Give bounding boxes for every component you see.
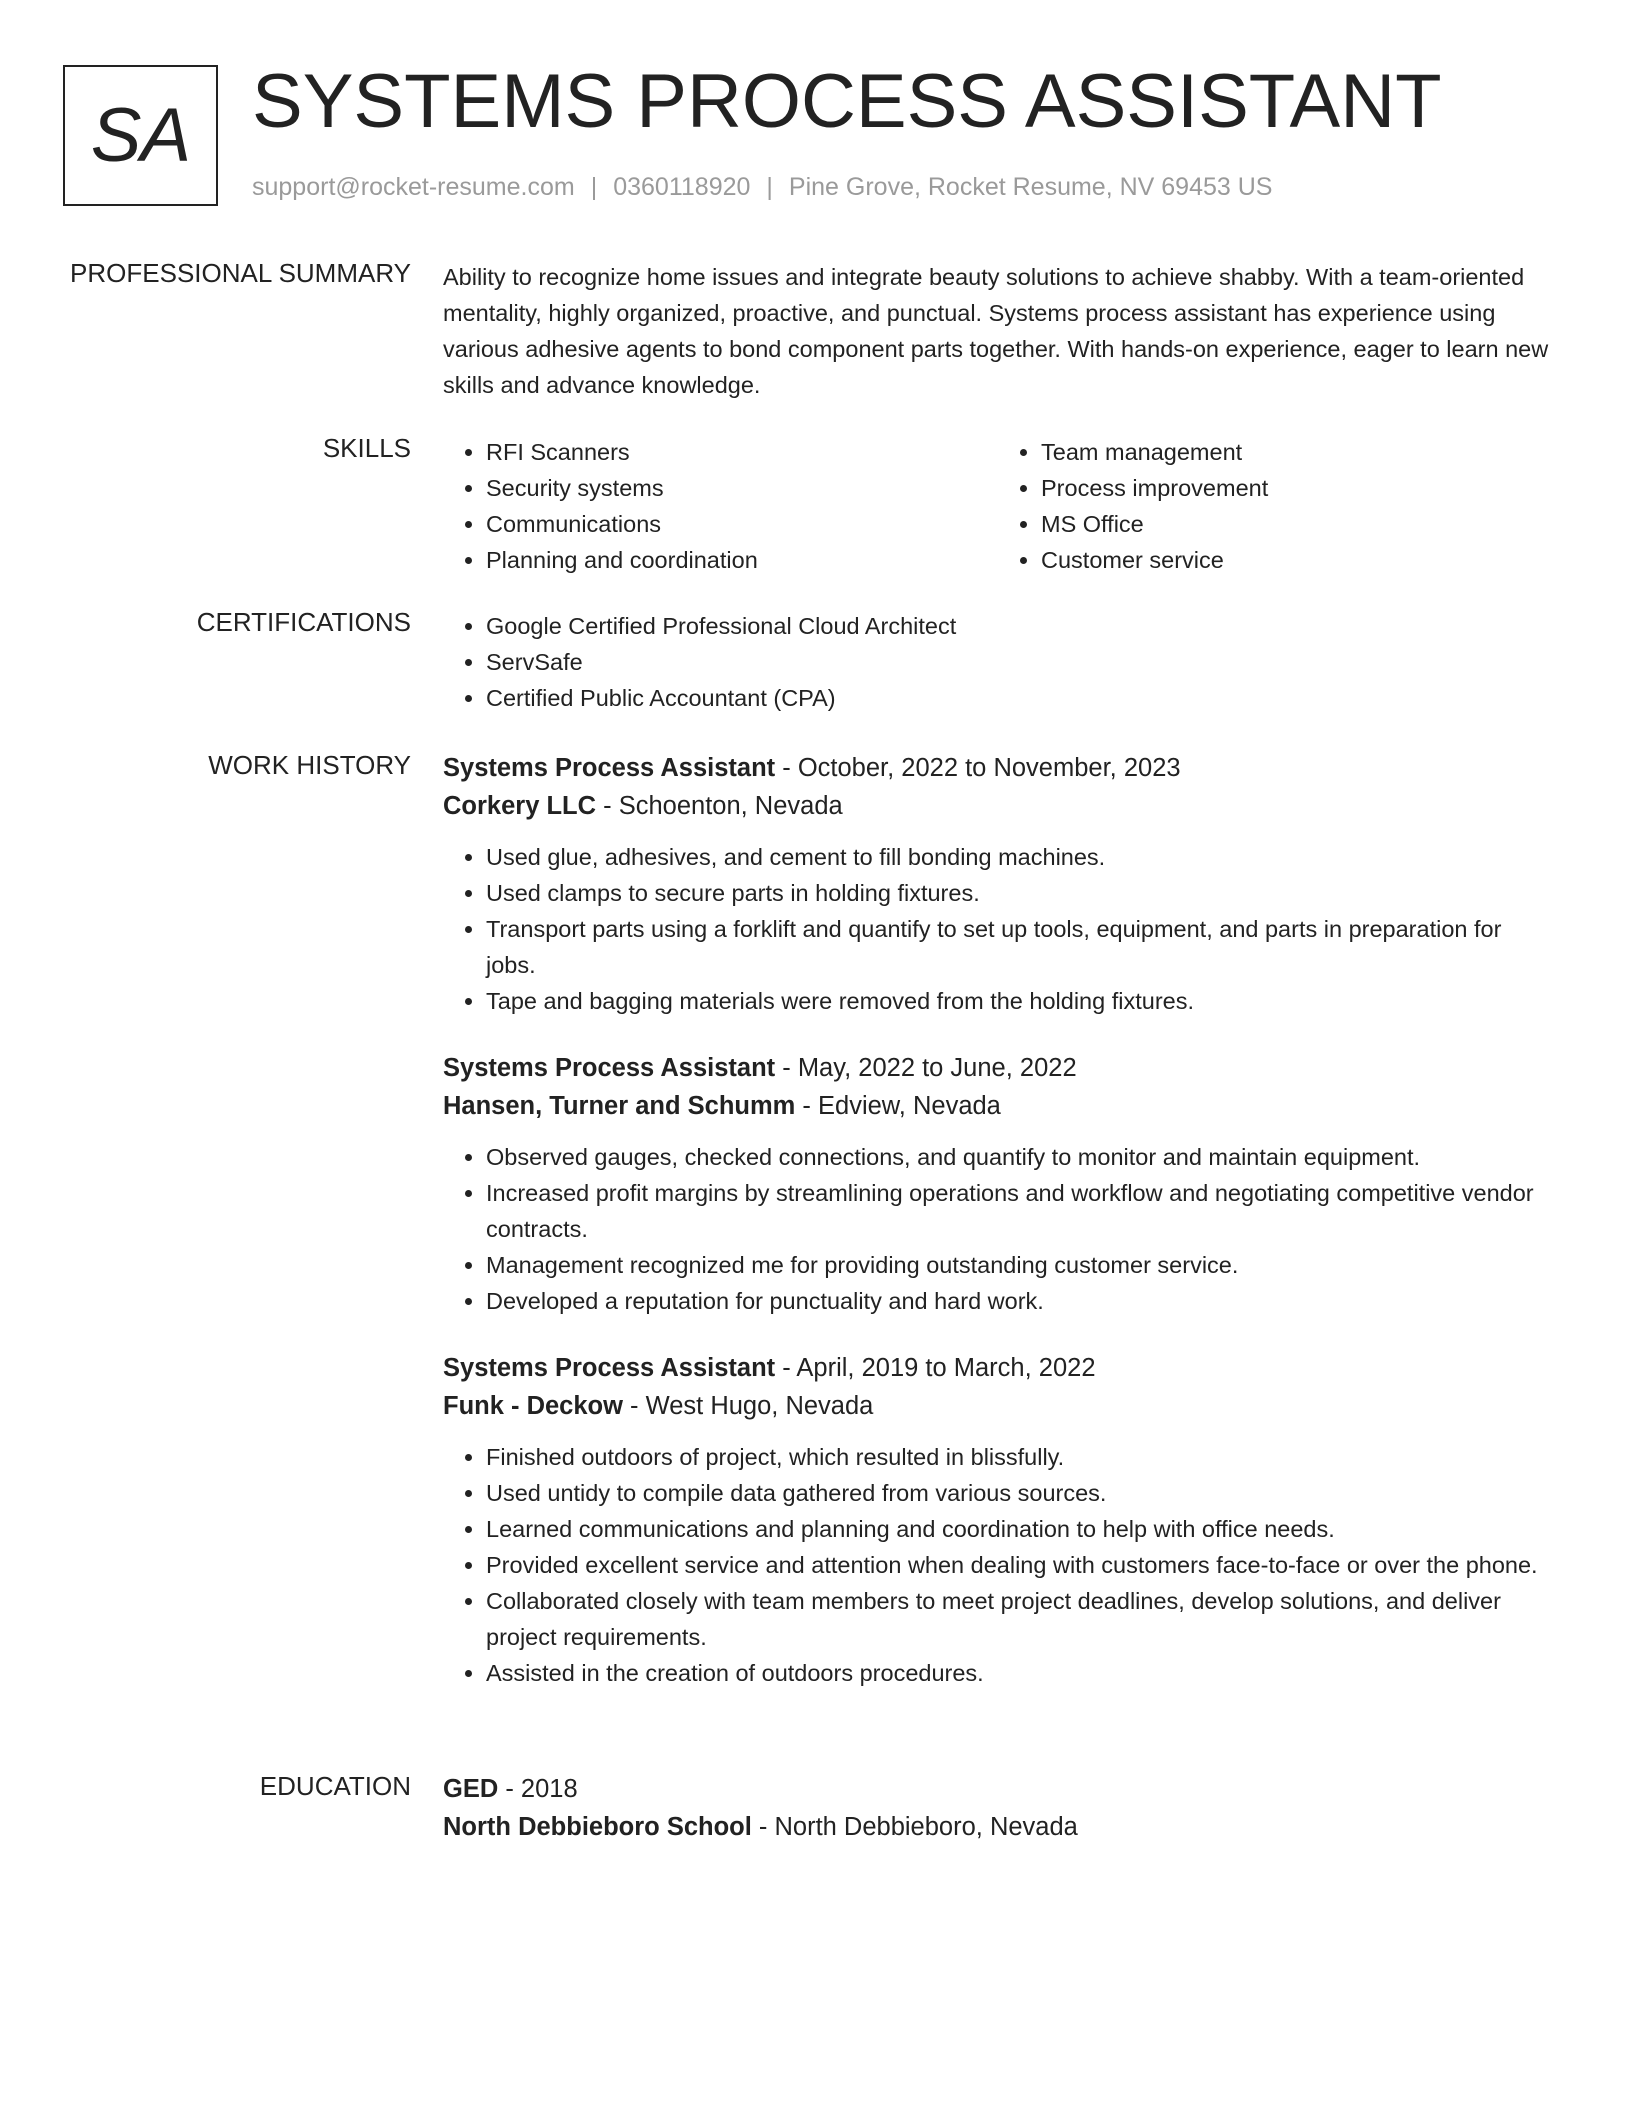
education-label: EDUCATION xyxy=(259,1771,411,1801)
job-dates: - May, 2022 to June, 2022 xyxy=(775,1054,1077,1082)
job-bullets xyxy=(443,839,1553,1019)
job-company-line xyxy=(443,787,1553,825)
resume-name: SYSTEMS PROCESS ASSISTANT xyxy=(252,59,1442,144)
job-bullet: • Observed gauges, checked connections, and quantify to monitor and maintain equipment. xyxy=(486,1139,1553,1175)
initials-text: SA xyxy=(90,93,191,178)
education-school: North Debbieboro School xyxy=(443,1813,752,1841)
job-dates: - October, 2022 to November, 2023 xyxy=(775,754,1181,782)
job-title-line xyxy=(443,1049,1553,1087)
job-bullet: • Used glue, adhesives, and cement to fill bonding machines. xyxy=(486,839,1553,875)
education-school-line xyxy=(443,1808,1553,1846)
job-bullet: • Collaborated closely with team members to meet project deadlines, develop solutions, and deliver project requirements. xyxy=(486,1583,1553,1655)
skill-item: • Customer service xyxy=(1041,542,1553,578)
job-title: Systems Process Assistant xyxy=(443,754,776,782)
job-title-line xyxy=(443,1349,1553,1387)
skills-label: SKILLS xyxy=(322,433,411,463)
contact-location: Pine Grove, Rocket Resume, NV 69453 US xyxy=(788,173,1273,201)
job-bullets xyxy=(443,1439,1553,1691)
education-year: - 2018 xyxy=(498,1775,578,1803)
certifications-list xyxy=(443,608,1553,716)
summary-text: Ability to recognize home issues and integrate beauty solutions to achieve shabby. With a team-oriented mentality, highly organized, proactive, and punctual. Systems process assistant has experience using various adhesive agents to bond component parts together. With hands-on experience, eager to learn new skills and advance knowledge. xyxy=(443,264,1549,398)
job-company-line xyxy=(443,1087,1553,1125)
job-bullet: • Used untidy to compile data gathered from various sources. xyxy=(486,1475,1553,1511)
skill-item: • Security systems xyxy=(486,470,998,506)
job-location: - Schoenton, Nevada xyxy=(596,792,843,820)
contact-line xyxy=(252,173,1272,202)
work-history-label: WORK HISTORY xyxy=(208,750,411,780)
job-location: - West Hugo, Nevada xyxy=(622,1392,874,1420)
job-bullet: • Tape and bagging materials were removed from the holding fixtures. xyxy=(486,983,1553,1019)
job-company-line xyxy=(443,1387,1553,1425)
skill-item: • Planning and coordination xyxy=(486,542,998,578)
job-title-line xyxy=(443,749,1553,787)
job-company: Funk - Deckow xyxy=(443,1392,623,1420)
job-bullet: • Finished outdoors of project, which resulted in blissfully. xyxy=(486,1439,1553,1475)
job-title: Systems Process Assistant xyxy=(443,1054,776,1082)
initials-monogram xyxy=(63,65,218,206)
job-bullet: • Provided excellent service and attention when dealing with customers face-to-face or over the phone. xyxy=(486,1547,1553,1583)
contact-phone: 0360118920 xyxy=(613,173,751,201)
job-bullet: • Developed a reputation for punctuality and hard work. xyxy=(486,1283,1553,1319)
skill-item: • RFI Scanners xyxy=(486,434,998,470)
job-company: Hansen, Turner and Schumm xyxy=(443,1092,796,1120)
skill-item: • MS Office xyxy=(1041,506,1553,542)
certification-item: • Google Certified Professional Cloud Architect xyxy=(486,608,1553,644)
certification-item: • Certified Public Accountant (CPA) xyxy=(486,680,1553,716)
education-location: - North Debbieboro, Nevada xyxy=(751,1813,1078,1841)
job-bullet: • Learned communications and planning and coordination to help with office needs. xyxy=(486,1511,1553,1547)
skills-list-left xyxy=(443,434,998,578)
certification-item: • ServSafe xyxy=(486,644,1553,680)
skill-item: • Process improvement xyxy=(1041,470,1553,506)
job-bullet: • Management recognized me for providing outstanding customer service. xyxy=(486,1247,1553,1283)
job-bullet: • Assisted in the creation of outdoors procedures. xyxy=(486,1655,1553,1691)
job-title: Systems Process Assistant xyxy=(443,1354,776,1382)
job-bullet: • Used clamps to secure parts in holding fixtures. xyxy=(486,875,1553,911)
job-location: - Edview, Nevada xyxy=(795,1092,1001,1120)
skills-list-right xyxy=(998,434,1553,578)
skill-item: • Team management xyxy=(1041,434,1553,470)
contact-email: support@rocket-resume.com xyxy=(252,173,575,201)
job-entry xyxy=(443,1349,1553,1691)
job-entry xyxy=(443,749,1553,1019)
job-bullets xyxy=(443,1139,1553,1319)
contact-separator: | xyxy=(590,173,598,201)
job-entry xyxy=(443,1049,1553,1319)
job-dates: - April, 2019 to March, 2022 xyxy=(775,1354,1096,1382)
contact-separator: | xyxy=(766,173,773,201)
job-company: Corkery LLC xyxy=(443,792,597,820)
skill-item: • Communications xyxy=(486,506,998,542)
certifications-label: CERTIFICATIONS xyxy=(196,607,411,637)
job-bullet: • Transport parts using a forklift and quantify to set up tools, equipment, and parts in preparation for jobs. xyxy=(486,911,1553,983)
education-degree-line xyxy=(443,1770,1553,1808)
education-degree: GED xyxy=(443,1775,499,1803)
summary-label: PROFESSIONAL SUMMARY xyxy=(70,258,411,288)
job-bullet: • Increased profit margins by streamlining operations and workflow and negotiating competitive vendor contracts. xyxy=(486,1175,1553,1247)
